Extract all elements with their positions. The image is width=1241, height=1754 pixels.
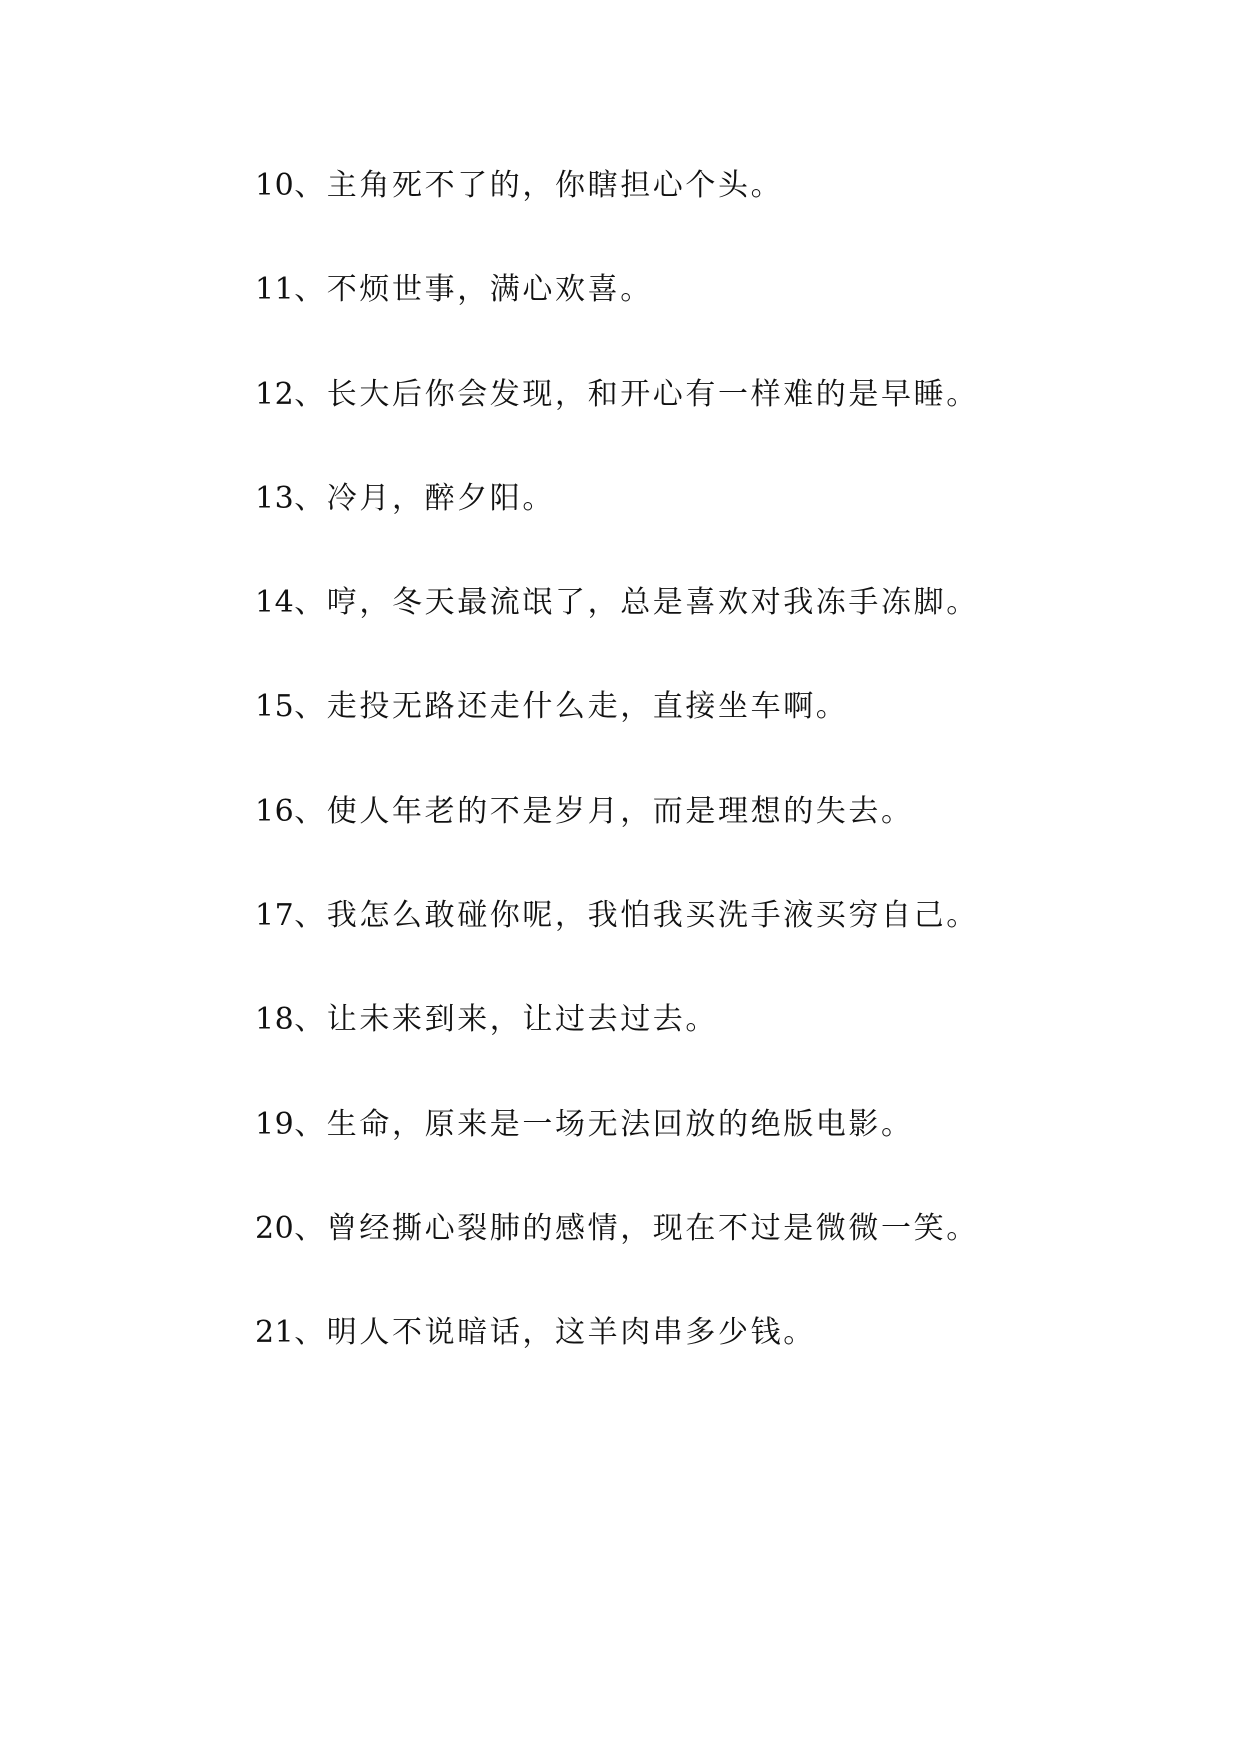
quote-text: 让未来到来，让过去过去。: [326, 1002, 718, 1037]
quote-number: 18: [255, 1002, 295, 1037]
quote-text: 长大后你会发现，和开心有一样难的是早睡。: [326, 377, 979, 412]
quote-item-17: [255, 896, 1155, 936]
quote-separator: 、: [294, 1315, 327, 1350]
quote-item-20: [255, 1209, 1155, 1249]
quote-separator: 、: [294, 794, 327, 829]
quote-number: 10: [255, 168, 295, 203]
quote-text: 哼，冬天最流氓了，总是喜欢对我冻手冻脚。: [326, 585, 979, 620]
quote-text: 明人不说暗话，这羊肉串多少钱。: [326, 1315, 816, 1350]
quote-separator: 、: [294, 481, 327, 516]
quote-item-16: [255, 792, 1155, 832]
quote-text: 使人年老的不是岁月，而是理想的失去。: [326, 794, 914, 829]
quote-number: 21: [255, 1315, 295, 1350]
quote-text: 冷月，醉夕阳。: [326, 481, 555, 516]
quote-number: 13: [255, 481, 295, 516]
quote-separator: 、: [294, 585, 327, 620]
quote-text: 不烦世事，满心欢喜。: [326, 272, 653, 307]
quote-number: 15: [255, 689, 295, 724]
quote-item-15: [255, 687, 1155, 727]
quote-text: 曾经撕心裂肺的感情，现在不过是微微一笑。: [326, 1211, 979, 1246]
quote-item-19: [255, 1105, 1155, 1145]
quote-item-12: [255, 375, 1155, 415]
quote-number: 16: [255, 794, 295, 829]
quote-item-14: [255, 583, 1155, 623]
quote-item-21: [255, 1313, 1155, 1353]
quote-text: 主角死不了的，你瞎担心个头。: [326, 168, 784, 203]
quote-text: 我怎么敢碰你呢，我怕我买洗手液买穷自己。: [326, 898, 979, 933]
quote-item-11: [255, 270, 1155, 310]
quote-separator: 、: [294, 272, 327, 307]
quote-separator: 、: [294, 1002, 327, 1037]
quote-number: 12: [255, 377, 295, 412]
quote-separator: 、: [294, 168, 327, 203]
quote-number: 14: [255, 585, 295, 620]
quote-item-13: [255, 479, 1155, 519]
quote-separator: 、: [294, 1211, 327, 1246]
quote-text: 走投无路还走什么走，直接坐车啊。: [326, 689, 849, 724]
quote-number: 17: [255, 898, 295, 933]
quote-item-18: [255, 1000, 1155, 1040]
quote-number: 20: [255, 1211, 295, 1246]
quote-item-10: [255, 166, 1155, 206]
quote-separator: 、: [294, 1107, 327, 1142]
quote-separator: 、: [294, 689, 327, 724]
quote-text: 生命，原来是一场无法回放的绝版电影。: [326, 1107, 914, 1142]
quote-number: 11: [255, 272, 295, 307]
quote-separator: 、: [294, 377, 327, 412]
quote-separator: 、: [294, 898, 327, 933]
quote-number: 19: [255, 1107, 295, 1142]
